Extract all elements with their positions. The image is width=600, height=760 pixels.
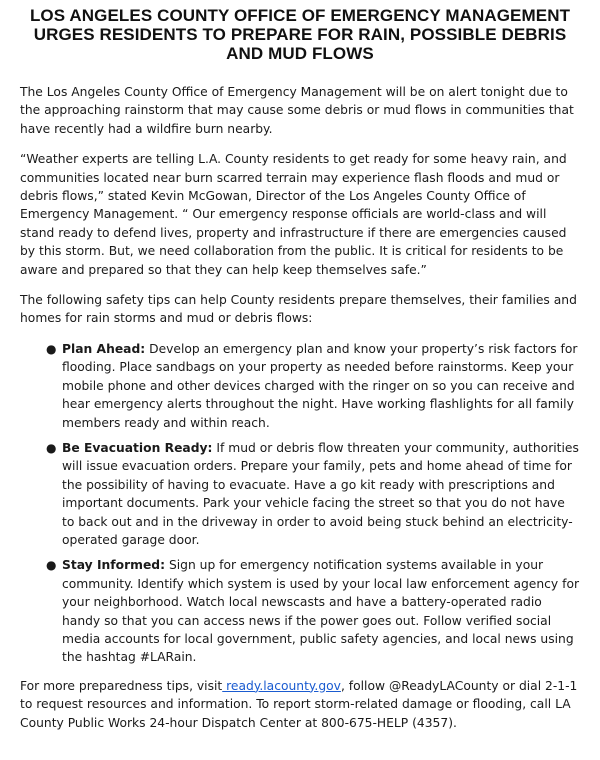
footer-text-after-link: , follow @ReadyLACounty or dial 2-1-1 to request resources and information. To report storm-related damage or flooding, call LA County Public Works 24-hour Dispatch Center at 800-675-HELP (4357). — [20, 678, 578, 730]
tip-stay-informed — [46, 556, 580, 666]
tip-heading: Be Evacuation Ready: — [62, 440, 213, 455]
tip-plan-ahead — [46, 340, 580, 432]
tips-intro-paragraph: The following safety tips can help County residents prepare themselves, their families and homes for rain storms and mud or debris flows: — [20, 293, 577, 326]
ready-lacounty-link[interactable]: ready.lacounty.gov — [222, 678, 341, 693]
bullet-icon: ● — [46, 440, 57, 455]
bullet-icon: ● — [46, 341, 57, 356]
safety-tips-list — [20, 340, 580, 667]
tip-evacuation-ready — [46, 439, 580, 549]
quote-paragraph: “Weather experts are telling L.A. County residents to get ready for some heavy rain, and communities located near burn scarred terrain may experience flash floods and mud or debris flows,” stated Kevin McGowan, Director of the Los Angeles County Office of Emergency Management. “ Our emergency response officials are world-class and will stand ready to defend lives, property and infrastructure if there are emergencies caused by this storm. But, we need collaboration from the public. It is critical for residents to be aware and prepared so that they can help keep themselves safe.” — [20, 152, 567, 277]
tip-text: Develop an emergency plan and know your property’s risk factors for flooding. Place sandbags on your property as needed before rainstorms. Keep your mobile phone and other devices charged with the ringer on so you can receive and hear emergency alerts throughout the night. Have working flashlights for all family members ready and within reach. — [62, 341, 578, 430]
document-title: LOS ANGELES COUNTY OFFICE OF EMERGENCY MANAGEMENT URGES RESIDENTS TO PREPARE FOR RAIN, POSSIBLE DEBRIS AND MUD FLOWS — [29, 6, 571, 63]
footer-paragraph — [20, 677, 580, 732]
bullet-icon: ● — [46, 558, 57, 573]
footer-text-before-link: For more preparedness tips, visit — [20, 678, 223, 693]
tip-text: Sign up for emergency notification systems available in your community. Identify which system is used by your local law enforcement agency for your neighborhood. Watch local newscasts and have a battery-operated radio handy so that you can access news if the power goes out. Follow verified social media accounts for local government, public safety agencies, and local news using the hashtag #LARain. — [62, 558, 580, 665]
tip-heading: Stay Informed: — [62, 558, 166, 573]
tip-heading: Plan Ahead: — [62, 341, 146, 356]
tip-text: If mud or debris flow threaten your community, authorities will issue evacuation orders. Prepare your family, pets and home ahead of time for the possibility of having to evacuate. Have a go kit ready with prescriptions and important documents. Park your vehicle facing the street so that you do not have to back out and in the driveway in order to avoid being stuck behind an electricity-operated garage door. — [62, 440, 579, 547]
intro-paragraph: The Los Angeles County Office of Emergency Management will be on alert tonight due to the approaching rainstorm that may cause some debris or mud flows in communities that have recently had a wildfire burn nearby. — [20, 85, 574, 136]
